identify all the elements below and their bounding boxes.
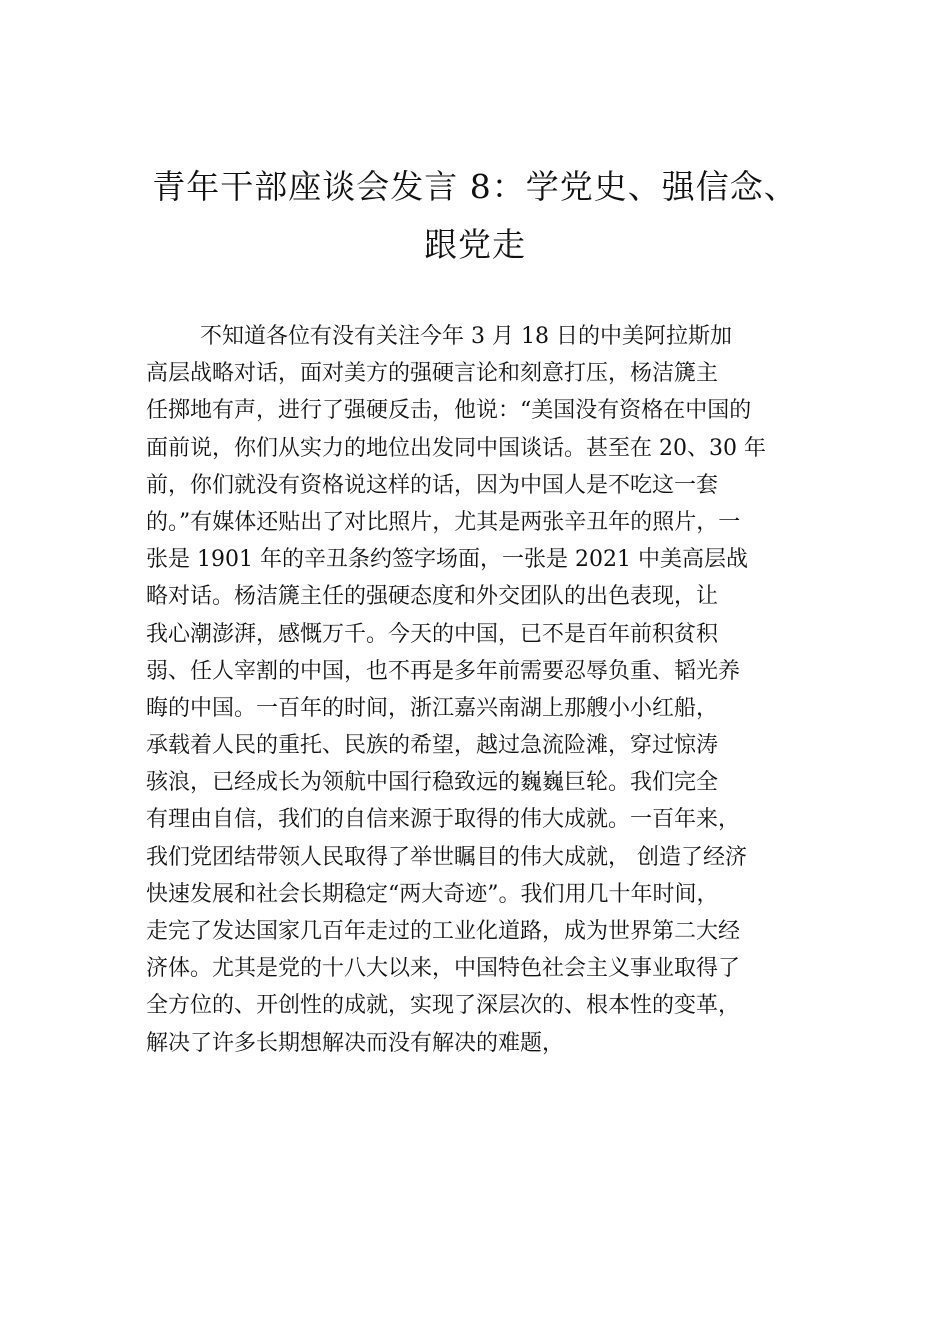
document-title — [140, 158, 810, 274]
body-line-14: 有理由自信，我们的自信来源于取得的伟大成就。一百年来， — [146, 807, 741, 833]
body-line-5: 前，你们就没有资格说这样的话，因为中国人是不吃这一套 — [146, 472, 719, 498]
body-line-17: 走完了发达国家几百年走过的工业化道路，成为世界第二大经 — [146, 919, 741, 944]
body-line-10: 弱、任人宰割的中国，也不再是多年前需要忍辱负重、韬光养 — [146, 658, 741, 684]
body-line-2: 高层战略对话，面对美方的强硬言论和刻意打压，杨洁篪主 — [146, 361, 719, 387]
body-line-8: 略对话。杨洁篪主任的强硬态度和外交团队的出色表现，让 — [146, 584, 719, 610]
body-line-6: 的。”有媒体还贴出了对比照片，尤其是两张辛丑年的照片，一 — [146, 509, 741, 535]
body-line-1: 不知道各位有没有关注今年 3 月 18 日的中美阿拉斯加 — [200, 324, 732, 349]
body-line-15: 我们党团结带领人民取得了举世瞩目的伟大成就， 创造了经济 — [146, 844, 747, 870]
title-line-2: 跟党走 — [424, 225, 526, 264]
body-line-12: 承载着人民的重托、民族的希望，越过急流险滩，穿过惊涛 — [146, 733, 719, 759]
body-line-9: 我心潮澎湃，感慨万千。今天的中国，已不是百年前积贫积 — [146, 621, 719, 647]
body-line-11: 晦的中国。一百年的时间，浙江嘉兴南湖上那艘小小红船， — [146, 695, 719, 721]
body-line-4: 面前说，你们从实力的地位出发同中国谈话。甚至在 20、30 年 — [146, 435, 766, 461]
body-paragraph — [146, 318, 818, 1062]
body-line-7: 张是 1901 年的辛丑条约签字场面，一张是 2021 中美高层战 — [146, 547, 748, 573]
body-line-16: 快速发展和社会长期稳定“两大奇迹”。我们用几十年时间， — [146, 881, 719, 907]
title-line-1: 青年干部座谈会发言 8：学党史、强信念、 — [152, 167, 798, 206]
body-line-3: 任掷地有声，进行了强硬反击，他说：“美国没有资格在中国的 — [146, 398, 752, 424]
body-line-13: 骇浪，已经成长为领航中国行稳致远的巍巍巨轮。我们完全 — [146, 770, 719, 796]
body-line-18: 济体。尤其是党的十八大以来，中国特色社会主义事业取得了 — [146, 956, 741, 982]
body-line-19: 全方位的、开创性的成就，实现了深层次的、根本性的变革， — [146, 993, 741, 1019]
body-line-20: 解决了许多长期想解决而没有解决的难题， — [146, 1030, 565, 1056]
